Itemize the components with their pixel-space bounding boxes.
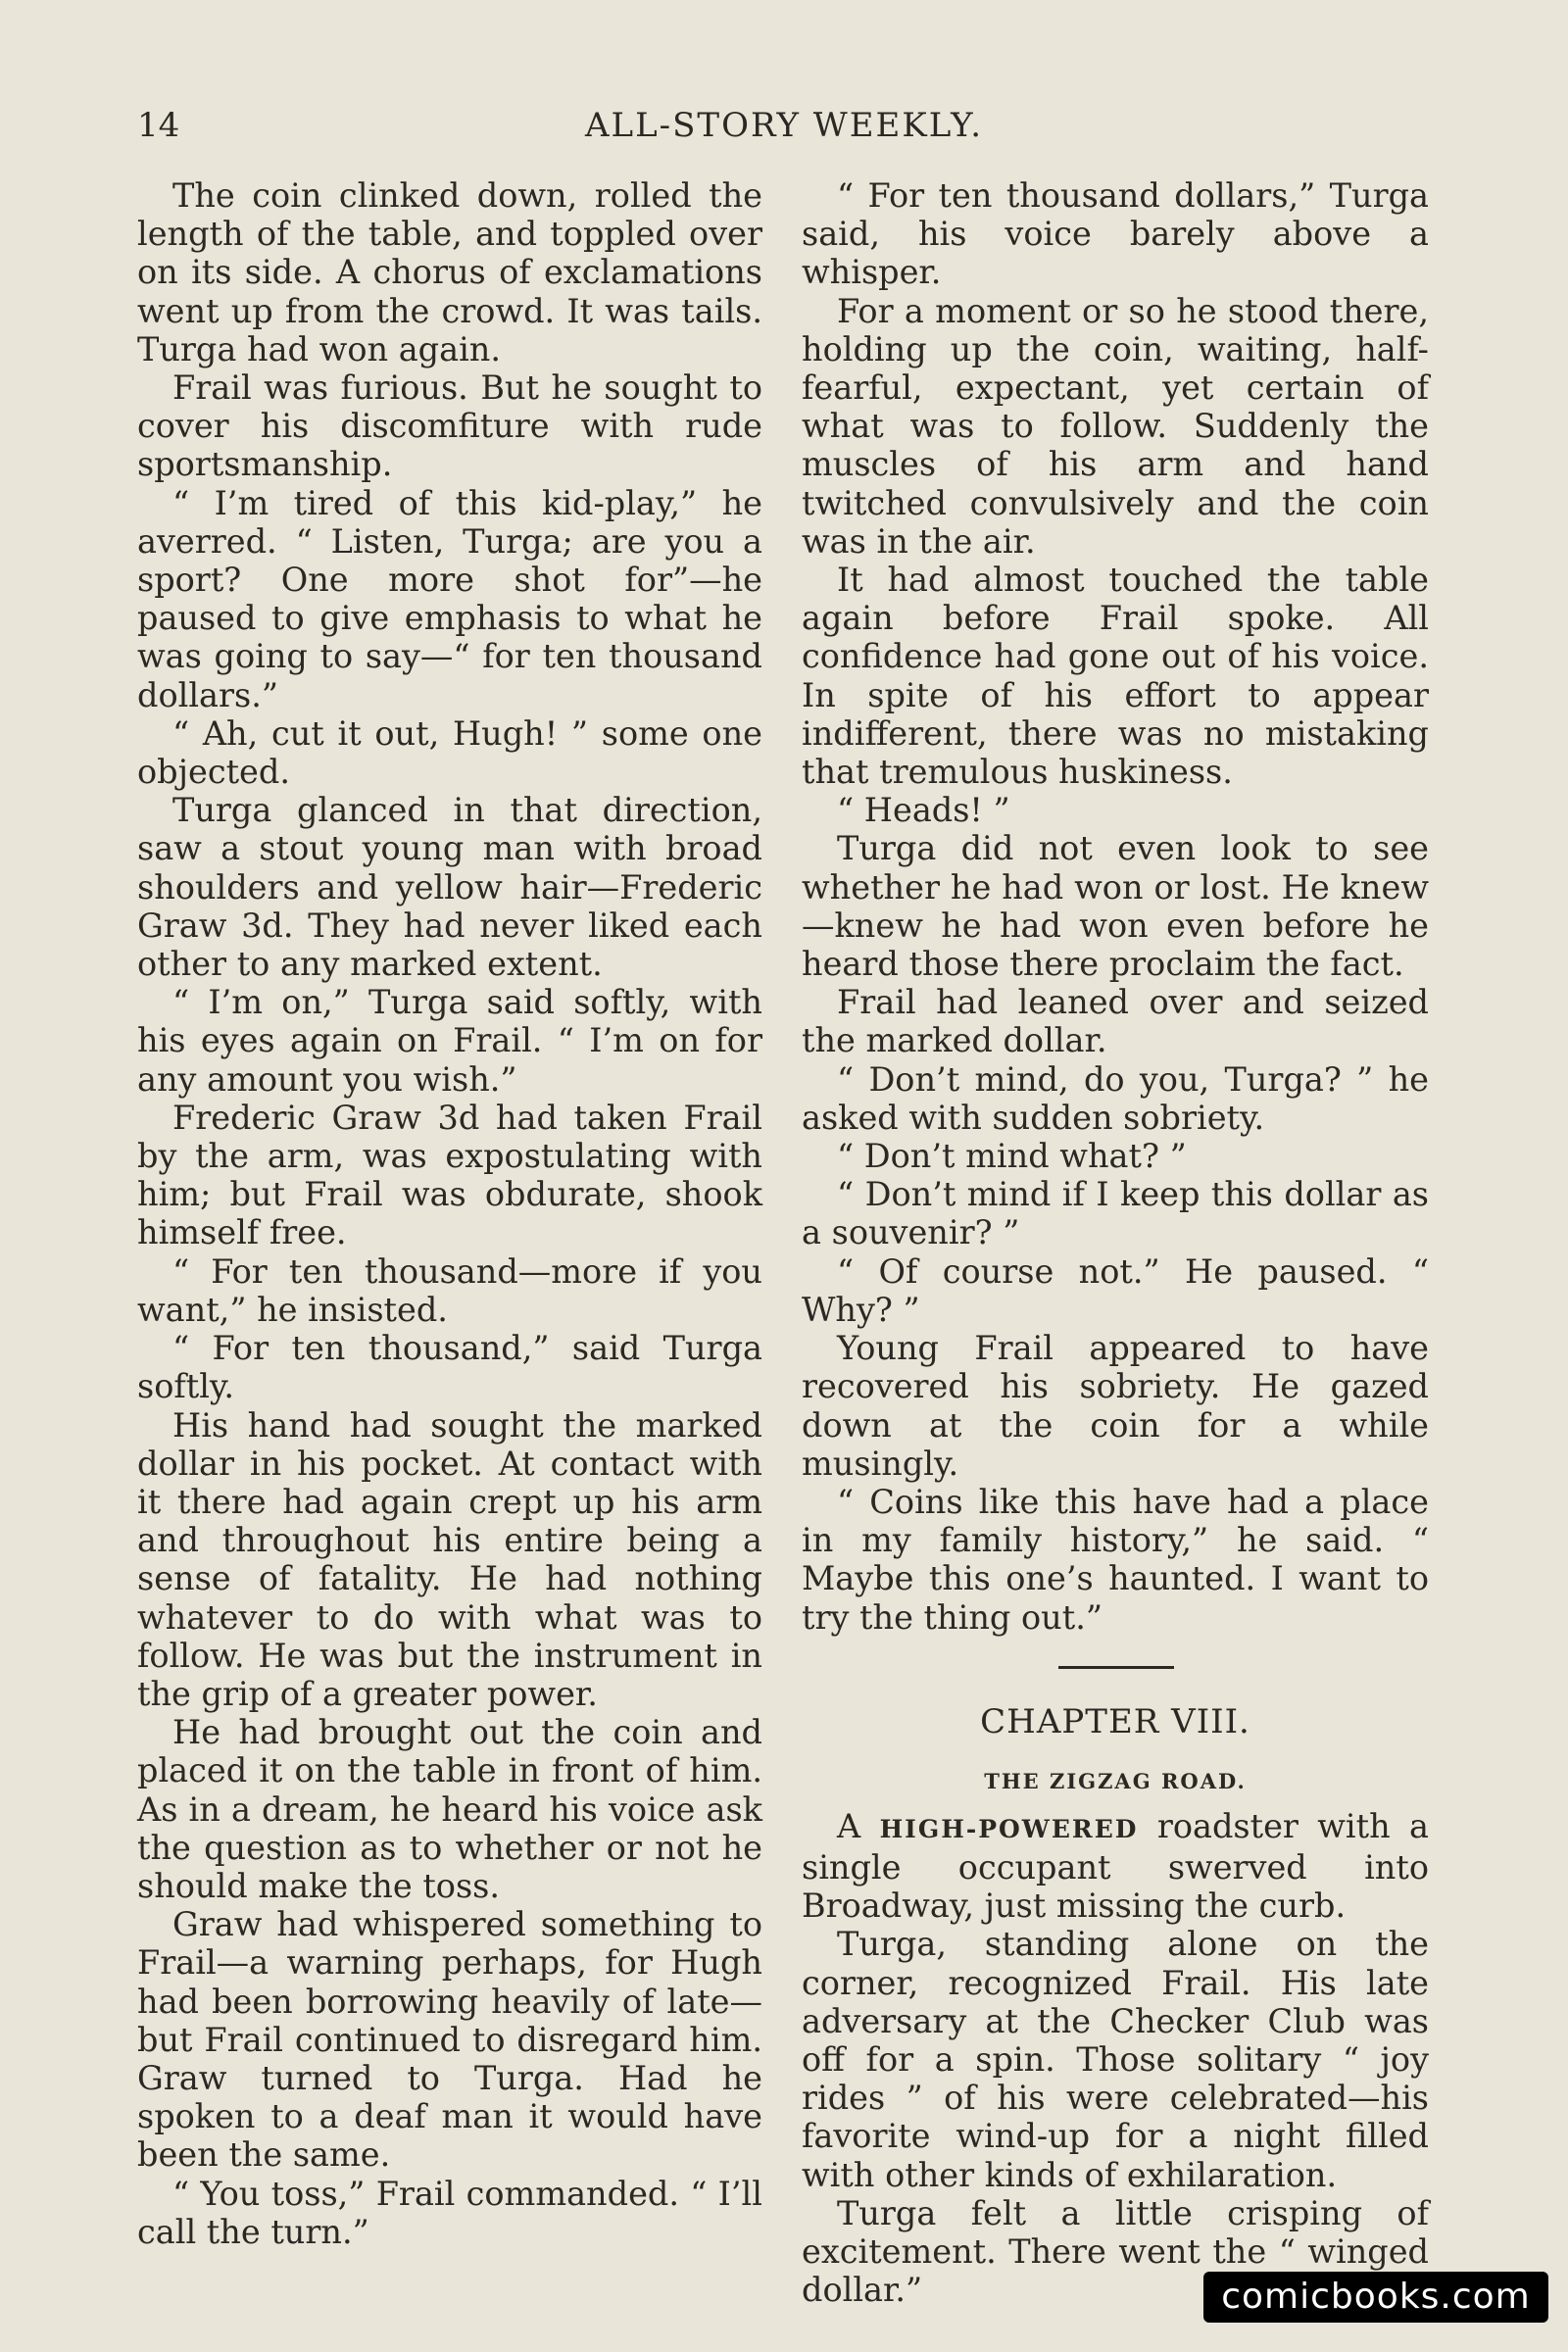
paragraph: “ I’m on,” Turga said softly, with his eyes again on Frail. “ I’m on for any amount you wish.”	[137, 983, 762, 1099]
left-column	[137, 176, 762, 2251]
running-title: ALL-STORY WEEKLY.	[584, 106, 984, 145]
paragraph: Turga did not even look to see whether he had won or lost. He knew —knew he had won even before he heard those there proclaim the fact.	[802, 829, 1429, 984]
paragraph: “ Heads! ”	[837, 791, 1010, 830]
paragraph: “ Don’t mind, do you, Turga? ” he asked with sudden sobriety.	[802, 1059, 1429, 1137]
right-column	[802, 176, 1429, 2309]
page-header	[137, 102, 1431, 151]
paragraph: Turga felt a little crisping of excitement. There went the “ winged dollar.”	[802, 2193, 1429, 2310]
paragraph: “ For ten thousand dollars,” Turga said, his voice barely above a whisper.	[802, 176, 1429, 292]
section-divider	[802, 1637, 1429, 1688]
paragraph: “ You toss,” Frail commanded. “ I’ll call the turn.”	[137, 2174, 762, 2251]
paragraph: Frederic Graw 3d had taken Frail by the arm, was expostulating with him; but Frail was obdurate, shook himself free.	[137, 1098, 762, 1252]
paragraph: For a moment or so he stood there, holding up the coin, waiting, half-fearful, expectant, yet certain of what was to follow. Suddenly the muscles of his arm and hand twitched convulsively and the coin was in the air.	[802, 291, 1429, 561]
paragraph: Turga, standing alone on the corner, recognized Frail. His late adversary at the Checker Club was off for a spin. Those solitary “ joy rides ” of his were celebrated—his favorite wind-up for a night filled with other kinds of exhilaration.	[802, 1925, 1429, 2194]
opening-text: roadster with a single occupant swerved into Broadway, just missing the curb.	[802, 1806, 1429, 1926]
paragraph: “ Ah, cut it out, Hugh! ” some one objected.	[137, 713, 762, 792]
paragraph: Graw had whispered something to Frail—a warning perhaps, for Hugh had been borrowing heavily of late—but Frail continued to disregard him. Graw turned to Turga. Had he spoken to a deaf man it would have been the same.	[137, 1905, 762, 2175]
paragraph: “ Coins like this have had a place in my family history,” he said. “ Maybe this one’s haunted. I want to try the thing out.”	[802, 1482, 1429, 1637]
paragraph: Turga glanced in that direction, saw a stout young man with broad shoulders and yellow hair—Frederic Graw 3d. They had never liked each other to any marked extent.	[137, 791, 762, 984]
paragraph: The coin clinked down, rolled the length of the table, and toppled over on its side. A chorus of exclamations went up from the crowd. It was tails. Turga had won again.	[137, 176, 762, 368]
smallcaps-phrase: HIGH-POWERED	[879, 1814, 1139, 1843]
paragraph: It had almost touched the table again before Frail spoke. All confidence had gone out of his voice. In spite of his effort to appear indifferent, there was no mistaking that tremulous huskiness.	[802, 561, 1429, 792]
paragraph: “ Don’t mind what? ”	[837, 1137, 1187, 1176]
paragraph: “ Don’t mind if I keep this dollar as a souvenir? ”	[802, 1175, 1429, 1252]
paragraph: “ I’m tired of this kid-play,” he averred. “ Listen, Turga; are you a sport? One more shot for”—he paused to give emphasis to what he was going to say—“ for ten thousand dollars.”	[137, 483, 762, 714]
divider-rule	[1058, 1666, 1174, 1669]
paragraph: “ Of course not.” He paused. “ Why? ”	[802, 1251, 1429, 1329]
chapter-title: CHAPTER VIII.	[980, 1701, 1250, 1741]
lead-word: A	[837, 1806, 861, 1845]
paragraph: Frail was furious. But he sought to cover his discomfiture with rude sportsmanship.	[137, 368, 762, 484]
chapter-opening-paragraph	[802, 1807, 1429, 1926]
paragraph: He had brought out the coin and placed it on the table in front of him. As in a dream, he heard his voice ask the question as to whether or not he should make the toss.	[137, 1713, 762, 1905]
chapter-subtitle: THE ZIGZAG ROAD.	[984, 1768, 1247, 1793]
paragraph: “ For ten thousand—more if you want,” he insisted.	[137, 1251, 762, 1329]
paragraph: Young Frail appeared to have recovered his sobriety. He gazed down at the coin for a while musingly.	[802, 1329, 1429, 1483]
paragraph: “ For ten thousand,” said Turga softly.	[137, 1329, 762, 1406]
page-number: 14	[137, 106, 180, 145]
paragraph: Frail had leaned over and seized the marked dollar.	[802, 983, 1429, 1060]
watermark-badge: comicbooks.com	[1203, 2272, 1548, 2323]
paragraph: His hand had sought the marked dollar in his pocket. At contact with it there had again crept up his arm and throughout his entire being a sense of fatality. He had nothing whatever to do with what was to follow. He was but the instrument in the grip of a greater power.	[137, 1405, 762, 1713]
